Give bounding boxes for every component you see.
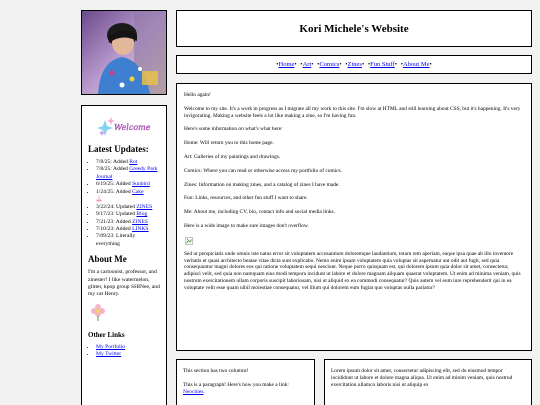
wide-image-note: Here is a wide image to make sure images don't overflow. [184,222,309,229]
nav-art-link[interactable]: Art [302,61,312,68]
other-links-heading: Other Links [88,330,125,339]
list-item: • 3/22/24: Updated ZINES [96,204,160,211]
list-item: • 7/09/23: Literally everything [96,233,160,248]
list-item: • 7/8/25: Added Rot [96,159,160,166]
broken-image-icon [185,237,193,245]
update-link[interactable]: Greedy Park Journal [96,166,158,180]
list-item: • 9/17/23: Updated Blog [96,211,160,218]
list-item: • 7/10/23: Added LINKS [96,226,160,233]
update-link[interactable]: ZINES [136,203,153,210]
updates-heading: Latest Updates: [88,144,149,154]
profile-photo [82,11,166,94]
avatar-image [81,10,167,95]
welcome-graphic [97,116,151,138]
nav-fun-stuff-link[interactable]: Fun Stuff [370,61,395,68]
update-link[interactable]: Sunbird [132,181,150,188]
home-description: Home: Will return you to this home page. [184,140,274,147]
nav-links: •Home• •Art• •Comics• •Zines• •Fun Stuff• •About Me• [276,61,432,68]
lorem-paragraph: Sed ut perspiciatis unde omnis iste natus error sit voluptatem accusantium doloremque laudantium, totam rem aperiam, eaque ipsa quae ab illo inventore veritatis et quasi architecto beatae vitae dicta sunt explicabo. Nemo enim ipsam voluptatem quia voluptas sit aspernatur aut odit aut fugit, sed quia consequuntur magni dolores eos qui ratione voluptatem sequi nesciunt. Neque porro quisquam est, qui dolorem ipsum quia dolor sit amet, consectetur, adipisci velit, sed quia non numquam eius modi tempora incidunt ut labore et dolore magnam aliquam quaerat voluptatem. Ut enim ad minima veniam, quis nostrum exercitationem ullam corporis suscipit laboriosam, nisi ut aliquid ex ea commodi consequatur? Quis autem vel eum iure reprehenderit qui in ea voluptate velit esse quam nihil molestiae consequatur, vel illum qui dolorem eum fugiat quo voluptas nulla pariatur? [184,250,521,291]
zines-description: Zines: Information on making zines, and a catalog of zines I have made. [184,181,340,188]
about-text: I'm a cartoonist, professor, and zinester! I like watermelon, glitter, kpop group SHINee, and my cat Henry. [88,269,160,298]
neocities-link[interactable]: Neocities [183,388,204,395]
cake-icon [96,196,102,202]
about-heading: About Me [88,254,127,265]
column-lorem: Lorem ipsum dolor sit amet, consectetur adipiscing elit, sed do eiusmod tempor incididunt ut labore et dolore magna aliqua. Ut enim ad minim veniam, quis nostrud exercitation ullamco laboris nisi ut aliquip ex [331,368,513,388]
update-link[interactable]: Cake [132,188,144,195]
info-paragraph: Here's some information on what's what here: [184,126,283,133]
column-right [324,359,532,405]
site-title: Kori Michele's Website [299,23,409,35]
list-item [96,344,160,351]
main-content [176,83,532,351]
sidebar [81,105,167,405]
update-link[interactable]: Rot [129,159,138,165]
list-item: • 1/24/25: Added Cake [96,189,160,204]
nav-zines-link[interactable]: Zines [347,61,362,68]
update-link[interactable]: ZINES [132,218,148,225]
svg-text:Welcome: Welcome [114,123,151,132]
sparkle-icon [97,116,151,138]
list-item: • 6/19/25: Added Sunbird [96,181,160,188]
column-left [176,359,315,405]
greeting: Hello again! [184,92,211,98]
column-intro: This section has two columns! [183,368,249,374]
column-paragraph: This is a paragraph! Here's how you make a link: Neocities. [183,381,289,395]
flower-icon [90,303,106,321]
updates-list [88,159,160,248]
navigation-bar [176,55,532,74]
list-item [96,351,160,358]
portfolio-link[interactable]: My Portfolio [96,343,126,350]
intro-paragraph: Welcome to my site. It's a work in progress as I migrate all my work to this site. I'm slow at HTML and still learning about CSS, but it's happening. It's very invigorating. Making a website feels a lot like making a zine, so I'm having fun. [184,105,521,119]
list-item: • 7/21/23: Added ZINES [96,219,160,226]
nav-comics-link[interactable]: Comics [319,61,340,68]
art-description: Art: Galleries of my paintings and drawings. [184,153,281,160]
comics-description: Comics: Where you can read or otherwise access my portfolio of comics. [184,167,342,174]
other-links-list [88,344,160,359]
update-link[interactable]: Blog [136,211,148,218]
me-description: Me: About me, including CV, bio, contact info and social media links. [184,209,335,216]
update-link[interactable]: LINKS [132,225,149,232]
nav-home-link[interactable]: Home [278,61,295,68]
nav-about-me-link[interactable]: About Me [402,61,430,68]
header-box [176,10,532,47]
fun-description: Fun: Links, resources, and other fun stuff I want to share. [184,195,308,202]
twitter-link[interactable]: My Twitter [96,351,122,358]
list-item: • 7/8/25: Added Greedy Park Journal [96,166,160,181]
